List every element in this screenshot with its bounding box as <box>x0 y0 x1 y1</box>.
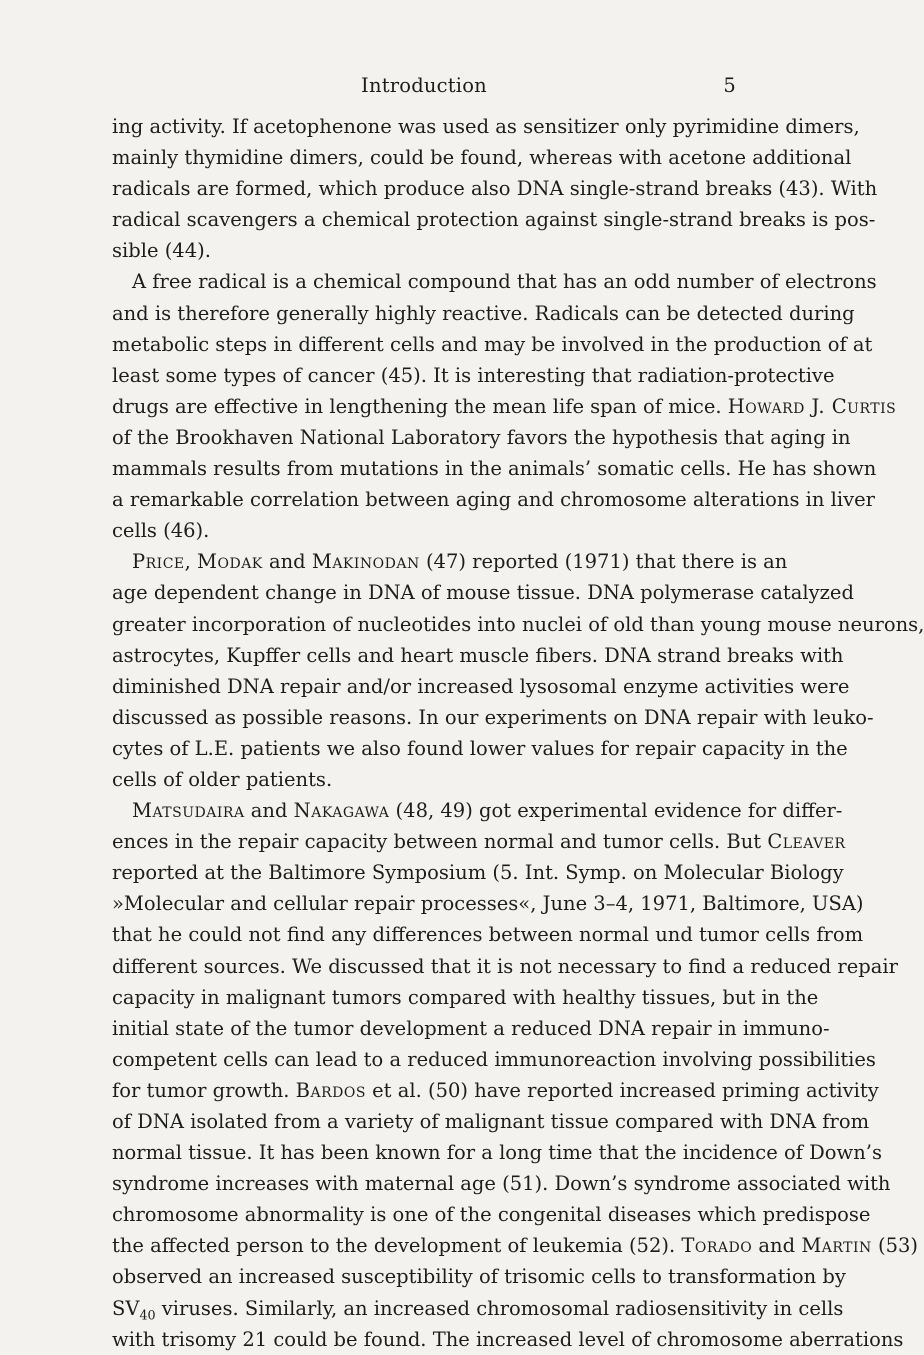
text-line: for tumor growth. Bardos et al. (50) have reported increased priming activity <box>112 1078 879 1102</box>
text-line: reported at the Baltimore Symposium (5. Int. Symp. on Molecular Biology <box>112 861 844 885</box>
text-line: different sources. We discussed that it is not necessary to find a reduced repair <box>112 954 898 978</box>
text-line: a remarkable correlation between aging and chromosome alterations in liver <box>112 488 875 512</box>
text-line: discussed as possible reasons. In our experiments on DNA repair with leuko- <box>112 705 874 729</box>
text-line: normal tissue. It has been known for a long time that the incidence of Down’s <box>112 1141 882 1165</box>
page-number: 5 <box>723 74 736 97</box>
text-line: observed an increased susceptibility of trisomic cells to transformation by <box>112 1265 846 1289</box>
text-line: $SV_{40}$ viruses. Similarly, an increased chromosomal radiosensitivity in cells <box>112 1296 844 1322</box>
text-line: »Molecular and cellular repair processes«, June 3–4, 1971, Baltimore, USA) <box>112 892 864 916</box>
subscript: 40 <box>139 1306 156 1322</box>
author-name: Bardos <box>295 1078 366 1102</box>
text-line: the affected person to the development of leukemia (52). Torado and Martin (53) <box>112 1234 919 1258</box>
text-line: metabolic steps in different cells and may be involved in the production of at <box>112 332 873 356</box>
running-header <box>112 74 736 104</box>
author-name: Cleaver <box>767 830 846 854</box>
text-line: capacity in malignant tumors compared with healthy tissues, but in the <box>112 985 819 1009</box>
text-line: radicals are formed, which produce also DNA single-strand breaks (43). With <box>112 177 878 201</box>
text-line: that he could not find any differences between normal und tumor cells from <box>112 923 864 947</box>
text-line: greater incorporation of nucleotides into nuclei of old than young mouse neurons, <box>112 612 924 636</box>
text-line: mammals results from mutations in the animals’ somatic cells. He has shown <box>112 457 877 481</box>
text-line: of DNA isolated from a variety of malignant tissue compared with DNA from <box>112 1110 870 1133</box>
text-line: cytes of L.E. patients we also found lower values for repair capacity in the <box>112 736 848 760</box>
text-line: radical scavengers a chemical protection against single-strand breaks is pos- <box>112 208 876 232</box>
text-line: competent cells can lead to a reduced immunoreaction involving possibilities <box>112 1047 876 1071</box>
text-line: cells of older patients. <box>112 767 333 791</box>
text-line: of the Brookhaven National Laboratory favors the hypothesis that aging in <box>112 425 851 449</box>
text-line: syndrome increases with maternal age (51). Down’s syndrome associated with <box>112 1172 891 1196</box>
text-line: sible (44). <box>112 239 211 263</box>
text-line: chromosome abnormality is one of the congenital diseases which predispose <box>112 1203 871 1227</box>
paragraph-start: A free radical is a chemical compound that has an odd number of electrons <box>132 270 877 294</box>
author-name: Martin <box>801 1234 872 1258</box>
body-text <box>112 111 924 1355</box>
text-line: diminished DNA repair and/or increased lysosomal enzyme activities were <box>112 674 850 698</box>
text-line: age dependent change in DNA of mouse tissue. DNA polymerase catalyzed <box>112 581 854 605</box>
author-name: Howard J. Curtis <box>727 394 897 418</box>
chapter-title: Introduction <box>361 74 487 97</box>
paragraph-start: Matsudaira and Nakagawa (48, 49) got experimental evidence for differ- <box>132 799 843 823</box>
text-line: with trisomy 21 could be found. The increased level of chromosome aberrations <box>112 1327 904 1351</box>
text-line: astrocytes, Kupffer cells and heart muscle fibers. DNA strand breaks with <box>112 643 844 667</box>
text-line: drugs are effective in lengthening the mean life span of mice. Howard J. Curtis <box>112 394 897 418</box>
text-line: cells (46). <box>112 519 210 543</box>
text-line: ing activity. If acetophenone was used as sensitizer only pyrimidine dimers, <box>112 115 860 138</box>
author-name: Nakagawa <box>293 799 390 823</box>
author-name: Torado <box>681 1234 753 1258</box>
author-name: Price <box>132 550 185 574</box>
author-name: Modak <box>197 550 263 574</box>
text-line: ences in the repair capacity between normal and tumor cells. But Cleaver <box>112 830 846 854</box>
text-line: initial state of the tumor development a reduced DNA repair in immuno- <box>112 1016 830 1040</box>
text-line: and is therefore generally highly reactive. Radicals can be detected during <box>112 301 855 325</box>
author-name: Makinodan <box>311 550 420 574</box>
text-line: mainly thymidine dimers, could be found, whereas with acetone additional <box>112 146 852 170</box>
paragraph-start: Price, Modak and Makinodan (47) reported (1971) that there is an <box>132 550 788 574</box>
text-line: least some types of cancer (45). It is interesting that radiation-protective <box>112 363 835 387</box>
author-name: Matsudaira <box>132 799 245 823</box>
